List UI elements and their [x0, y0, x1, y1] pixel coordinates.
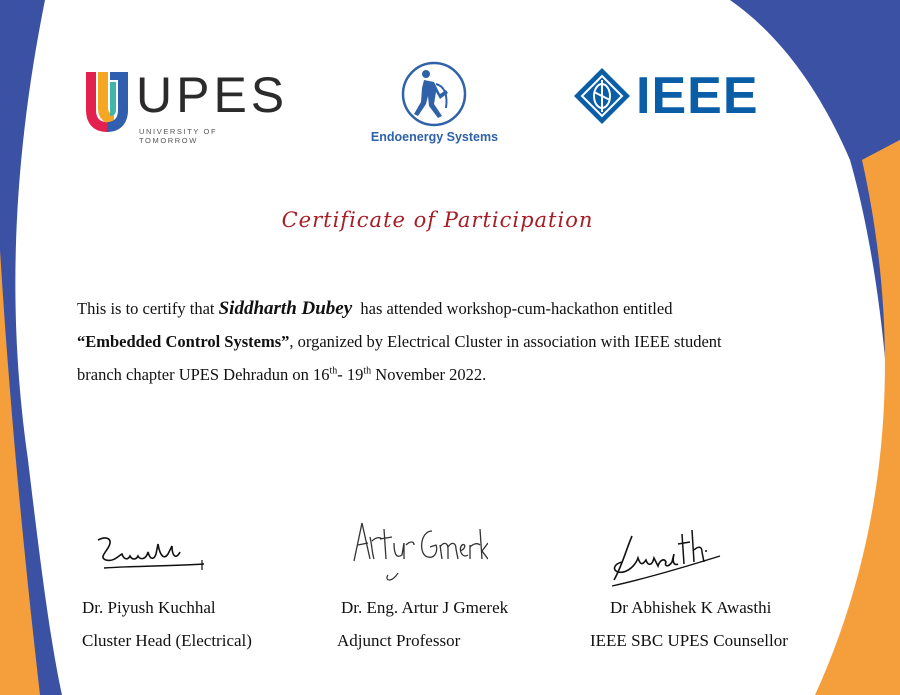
signatory-1-name: Dr. Piyush Kuchhal [82, 598, 216, 617]
line3-prefix: branch chapter UPES Dehradun on 16 [77, 365, 330, 384]
upes-tagline: UNIVERSITY OF TOMORROW [139, 127, 218, 145]
body-line-3 [77, 358, 817, 391]
workshop-title: “Embedded Control Systems” [77, 332, 290, 351]
signatory-3-name: Dr Abhishek K Awasthi [610, 598, 772, 617]
line2-suffix: , organized by Electrical Cluster in association with IEEE student [289, 332, 722, 351]
line1-suffix: has attended workshop-cum-hackathon entitled [352, 299, 673, 318]
signatory-1-title: Cluster Head (Electrical) [82, 631, 252, 650]
signatory-2-name: Dr. Eng. Artur J Gmerek [341, 598, 509, 617]
upes-shield-icon [84, 70, 130, 134]
endoenergy-logo [362, 60, 507, 150]
body-line-2 [77, 325, 817, 358]
ieee-logo [572, 66, 772, 126]
walking-person-icon [400, 60, 468, 128]
certificate-title: Certificate of Participation [281, 208, 594, 232]
line3-suffix: November 2022. [371, 365, 487, 384]
signature-gmerek [348, 515, 488, 585]
signature-kuchhal [94, 530, 214, 580]
signature-awasthi [608, 520, 723, 590]
certificate-body [77, 292, 817, 391]
date-start-suffix: th [329, 365, 338, 377]
date-end-suffix: th [363, 365, 372, 377]
upes-wordmark: UPES [136, 67, 289, 123]
line1-prefix: This is to certify that [77, 299, 219, 318]
endoenergy-wordmark: Endoenergy Systems [370, 130, 499, 144]
ieee-wordmark: IEEE [636, 67, 759, 125]
ieee-diamond-icon [572, 66, 632, 126]
upes-logo [84, 67, 289, 145]
body-line-1 [77, 292, 817, 325]
date-mid: - 19 [337, 365, 364, 384]
signatory-3-title: IEEE SBC UPES Counsellor [590, 631, 788, 650]
recipient-name: Siddharth Dubey [218, 298, 353, 319]
signatory-2-title: Adjunct Professor [337, 631, 461, 650]
